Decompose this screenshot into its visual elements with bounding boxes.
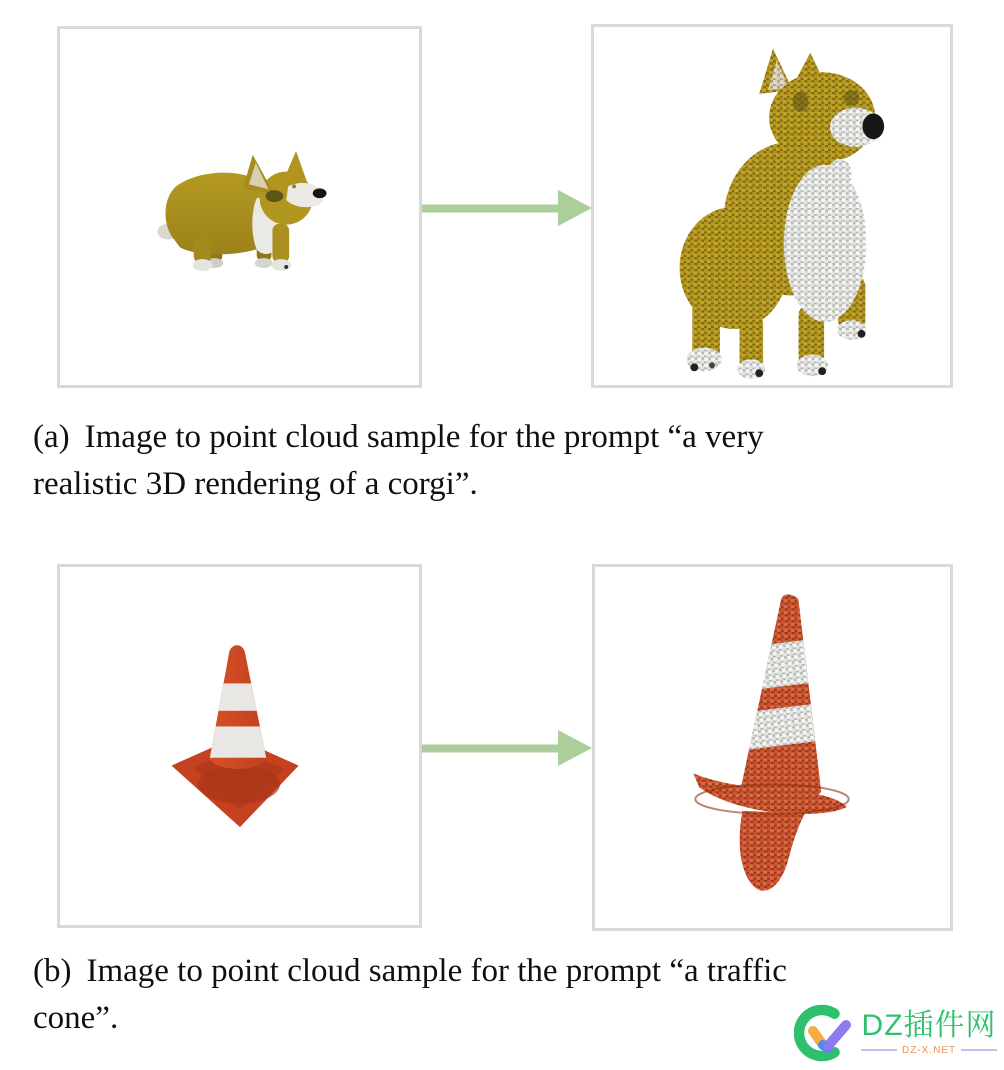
arrow-icon	[422, 188, 592, 228]
caption-b-label: (b)	[33, 953, 72, 989]
caption-a-line2: realistic 3D rendering of a corgi”.	[33, 466, 478, 502]
caption-a	[33, 414, 985, 508]
arrow-icon	[422, 728, 592, 768]
caption-b-text1: Image to point cloud sample for the prompt “a traffic	[86, 953, 787, 989]
watermark	[794, 1001, 997, 1065]
cone-render-figure	[172, 645, 301, 827]
panel-cone-render	[57, 564, 422, 928]
cone-render-image	[60, 567, 419, 925]
caption-a-label: (a)	[33, 419, 70, 455]
watermark-domain: DZ-X.NET	[902, 1044, 957, 1056]
watermark-line-right	[961, 1049, 997, 1051]
watermark-brand: DZ插件网	[861, 1009, 997, 1043]
caption-b-line2: cone”.	[33, 1000, 119, 1036]
watermark-text	[861, 1010, 997, 1056]
cone-pointcloud-figure	[693, 594, 872, 890]
caption-a-line1	[33, 414, 985, 461]
panel-cone-pointcloud	[592, 564, 953, 931]
corgi-render-image	[60, 29, 419, 385]
caption-b-line1	[33, 948, 985, 995]
corgi-pointcloud-image	[594, 27, 950, 385]
watermark-subrow	[861, 1045, 997, 1056]
cone-pointcloud-image	[595, 567, 950, 928]
corgi-render-figure	[157, 151, 326, 271]
panel-corgi-pointcloud	[591, 24, 953, 388]
watermark-line-left	[861, 1049, 897, 1051]
panel-corgi-render	[57, 26, 422, 388]
dz-logo-icon	[794, 1001, 858, 1065]
caption-a-text1: Image to point cloud sample for the prompt “a very	[84, 419, 764, 455]
corgi-pointcloud-figure	[680, 49, 885, 379]
